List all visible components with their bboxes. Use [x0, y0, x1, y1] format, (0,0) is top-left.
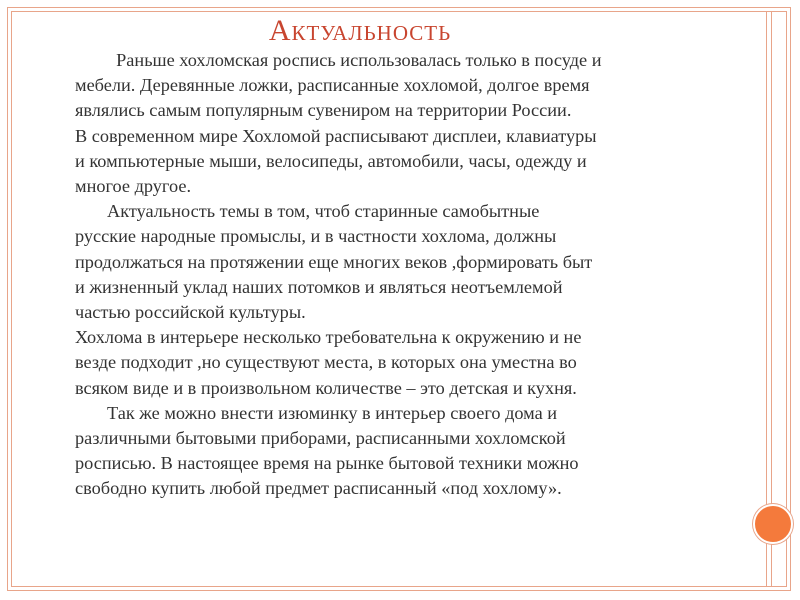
- body-line: В современном мире Хохломой расписывают дисплеи, клавиатуры: [75, 125, 597, 146]
- body-line: многое другое.: [75, 176, 192, 197]
- body-line: различными бытовыми приборами, расписанными хохломской: [75, 428, 566, 449]
- body-line: и жизненный уклад наших потомков и являться неотъемлемой: [75, 276, 563, 297]
- body-line: частью российской культуры.: [75, 302, 306, 323]
- frame-vertical-rule: [766, 11, 767, 587]
- body-line: русские народные промыслы, и в частности хохлома, должны: [75, 226, 557, 247]
- body-line: и компьютерные мыши, велосипеды, автомобили, часы, одежду и: [75, 150, 587, 171]
- body-line: Актуальность темы в том, чтоб старинные самобытные: [75, 201, 540, 222]
- slide-title: Актуальность: [268, 14, 452, 47]
- body-line: Так же можно внести изюминку в интерьер своего дома и: [75, 402, 558, 423]
- body-line: являлись самым популярным сувениром на территории России.: [75, 100, 572, 121]
- slide-body: [75, 48, 725, 502]
- body-line: продолжаться на протяжении еще многих веков ,формировать быт: [75, 251, 593, 272]
- frame-vertical-rule-2: [771, 11, 772, 587]
- body-line: Раньше хохломская роспись использовалась только в посуде и: [75, 50, 602, 70]
- body-line: свободно купить любой предмет расписанный «под хохлому».: [75, 478, 562, 499]
- body-line: мебели. Деревянные ложки, расписанные хохломой, долгое время: [75, 75, 590, 96]
- body-line: всяком виде и в произвольном количестве – это детская и кухня.: [75, 377, 577, 398]
- body-line: везде подходит ,но существуют места, в которых она уместна во: [75, 352, 577, 373]
- body-line: Хохлома в интерьере несколько требовательна к окружению и не: [75, 327, 582, 348]
- body-line: росписью. В настоящее время на рынке бытовой техники можно: [75, 453, 579, 474]
- accent-circle: [753, 504, 793, 544]
